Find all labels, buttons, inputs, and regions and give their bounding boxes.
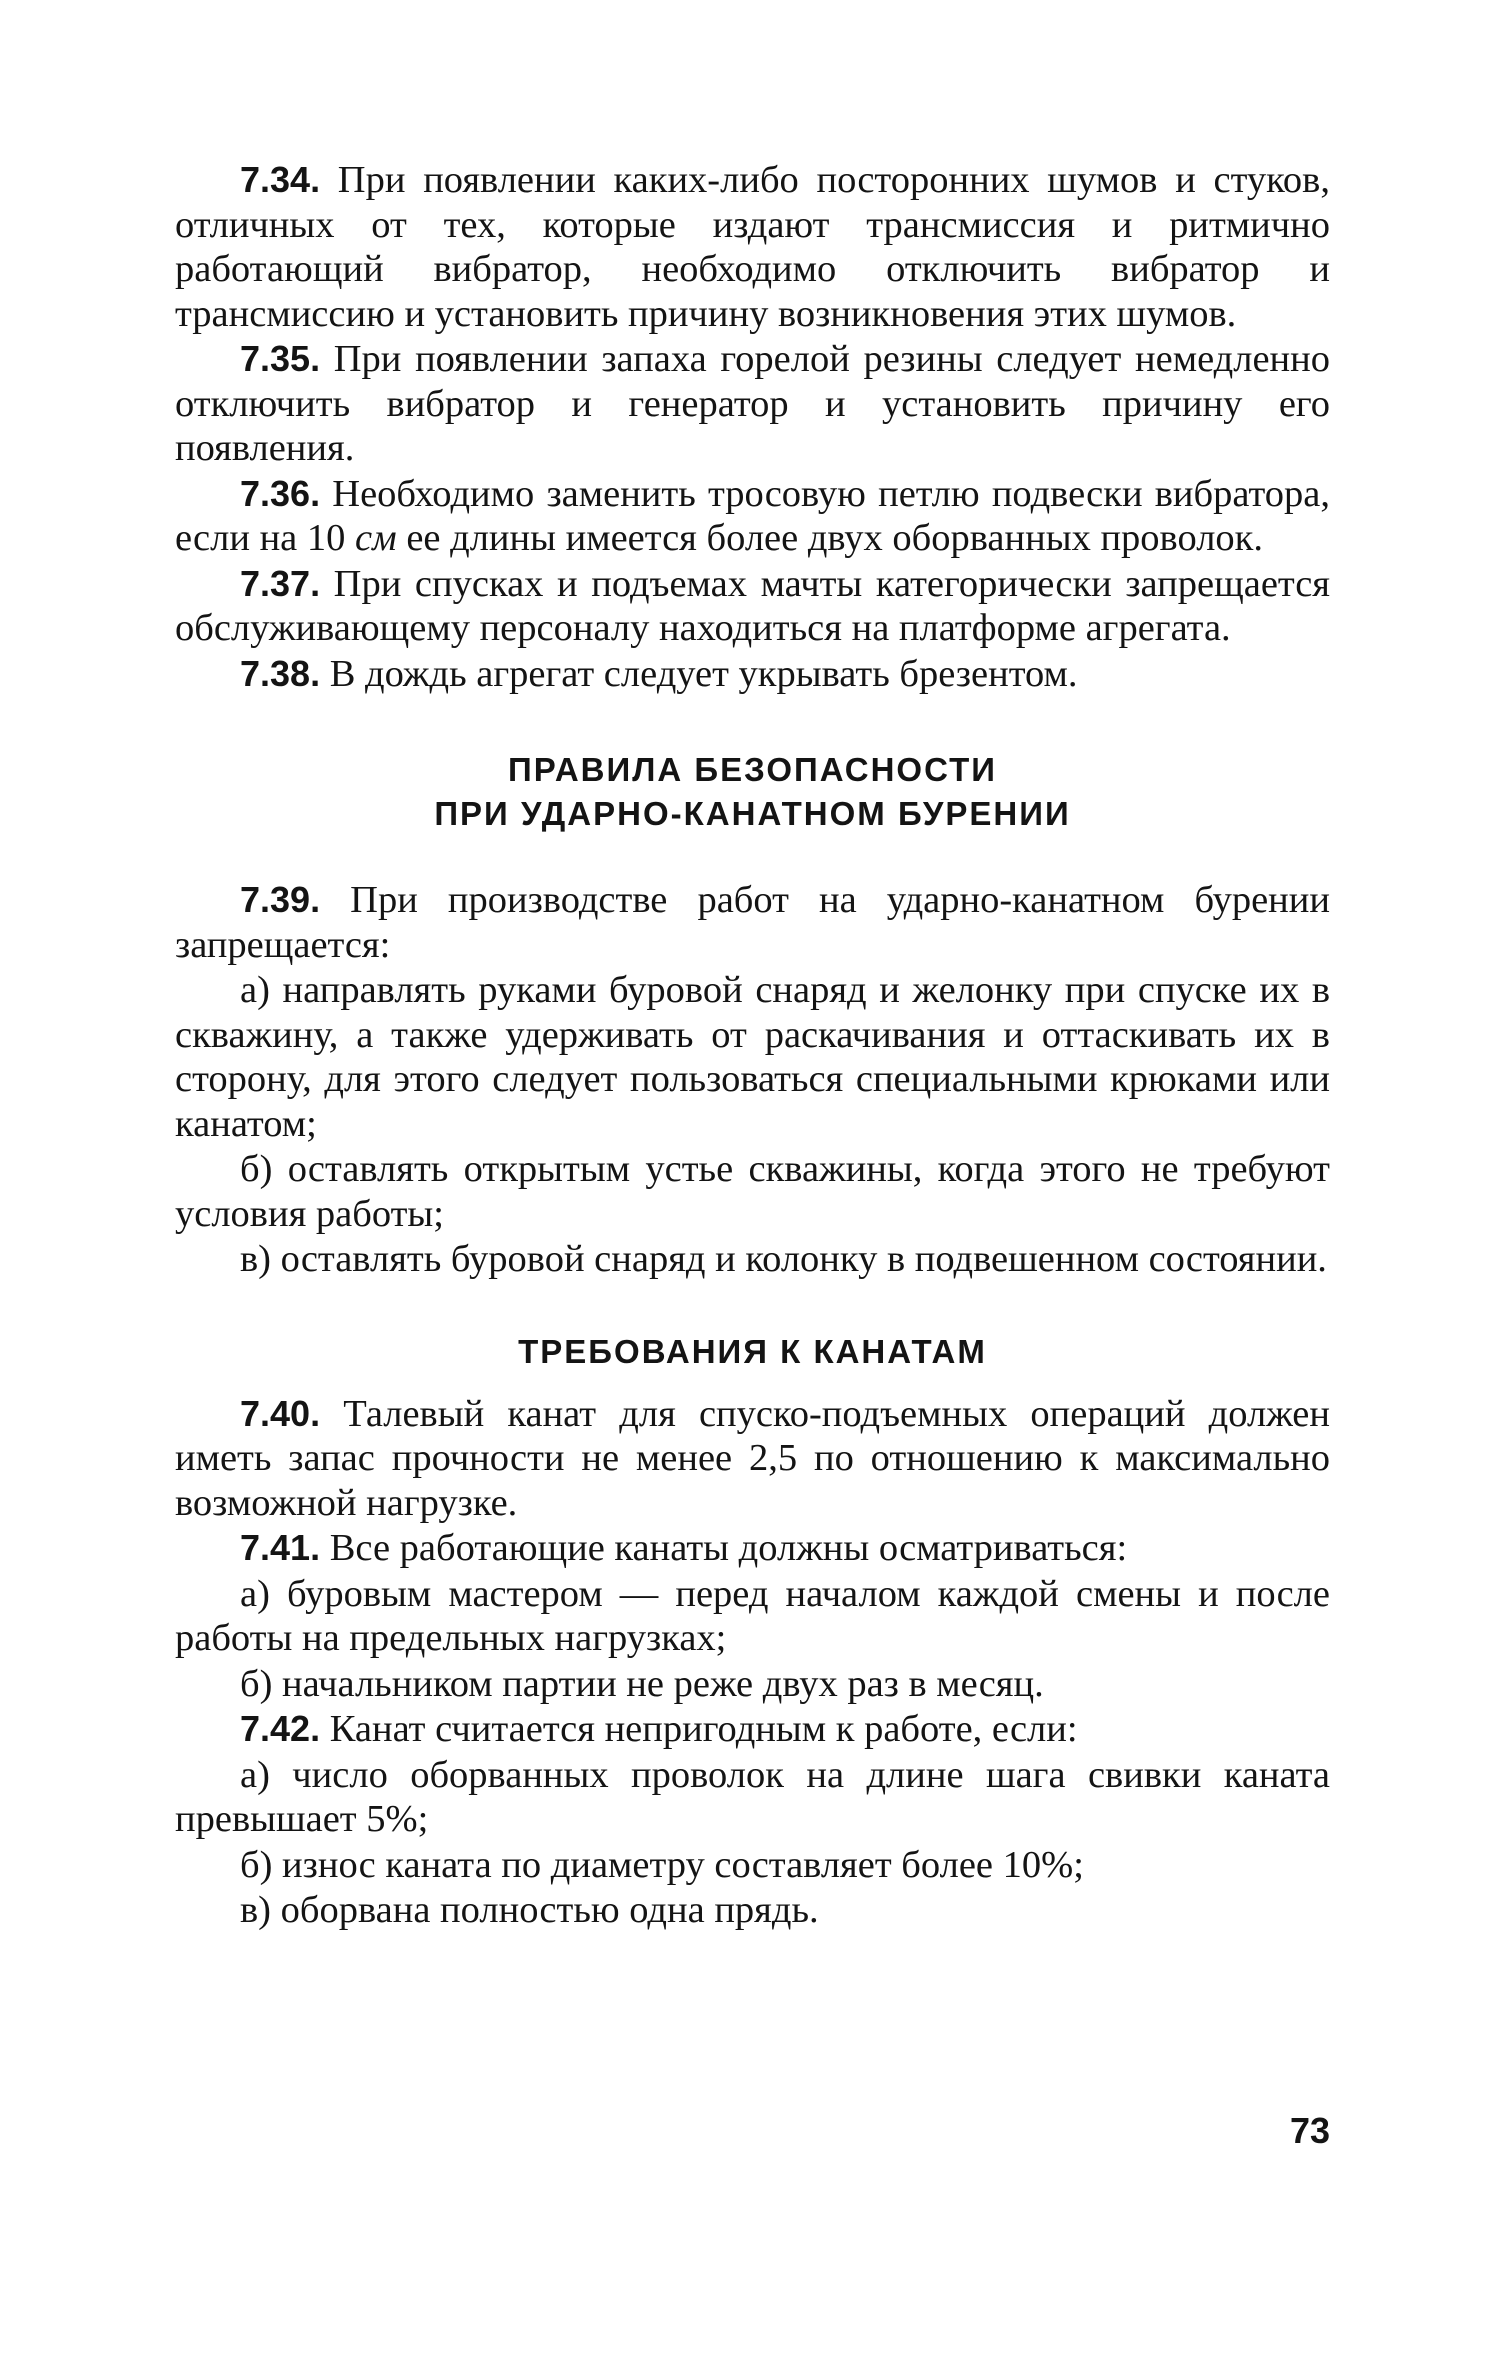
- paragraph-7-38: [175, 652, 1330, 697]
- clause-number: 7.34.: [240, 159, 321, 200]
- paragraph-text: Канат считается непригодным к работе, если:: [320, 1708, 1078, 1750]
- clause-number: 7.39.: [240, 879, 321, 920]
- section-heading-drilling-safety: [175, 748, 1330, 836]
- paragraph-7-35: [175, 337, 1330, 471]
- paragraph-text: б) оставлять открытым устье скважины, когда этого не требуют условия работы;: [175, 1148, 1330, 1235]
- section-heading-ropes: ТРЕБОВАНИЯ К КАНАТАМ: [518, 1332, 987, 1370]
- paragraph-text: При спусках и подъемах мачты категорически запрещается обслуживающему персоналу находиться на платформе агрегата.: [175, 562, 1330, 649]
- heading-line: ПРИ УДАРНО-КАНАТНОМ БУРЕНИИ: [434, 795, 1071, 832]
- paragraph-text: В дождь агрегат следует укрывать брезентом.: [320, 652, 1078, 695]
- paragraph-7-34: [175, 158, 1330, 336]
- page-body: [175, 158, 1330, 1934]
- list-item-a: [175, 1572, 1330, 1661]
- paragraph-text: в) оставлять буровой снаряд и колонку в подвешенном состоянии.: [240, 1238, 1327, 1280]
- paragraph-text: Талевый канат для спуско-подъемных операций должен иметь запас прочности не менее 2,5 по отношению к максимально возможной нагрузке.: [175, 1392, 1330, 1524]
- clause-number: 7.35.: [240, 338, 321, 379]
- paragraph-text: б) начальником партии не реже двух раз в месяц.: [240, 1662, 1044, 1705]
- paragraph-7-41: [175, 1526, 1330, 1571]
- paragraph-7-42: [175, 1707, 1330, 1752]
- paragraph-text: а) направлять руками буровой снаряд и желонку при спуске их в скважину, а также удерживать от раскачивания и оттаскивать их в сторону, для этого следует пользоваться специальными крюками или канатом;: [175, 969, 1330, 1145]
- page-number: 73: [1289, 2110, 1330, 2151]
- paragraph-text: При появлении запаха горелой резины следует немедленно отключить вибратор и генератор и установить причину его появления.: [175, 338, 1330, 469]
- list-item-a: [175, 968, 1330, 1146]
- list-item-c: [175, 1888, 1330, 1933]
- paragraph-text: а) буровым мастером — перед началом каждой смены и после работы на предельных нагрузках;: [175, 1572, 1330, 1659]
- paragraph-text: При производстве работ на ударно-канатном бурении запрещается:: [175, 879, 1330, 966]
- paragraph-text: Необходимо заменить тросовую петлю подвески вибратора, если на 10: [175, 472, 1330, 559]
- paragraph-text: б) износ каната по диаметру составляет более 10%;: [240, 1843, 1084, 1886]
- paragraph-text: а) число оборванных проволок на длине шага свивки каната превышает 5%;: [175, 1753, 1330, 1840]
- list-item-b: [175, 1147, 1330, 1236]
- clause-number: 7.42.: [240, 1708, 321, 1749]
- clause-number: 7.37.: [240, 562, 321, 604]
- list-item-c: [175, 1237, 1330, 1282]
- list-item-b: [175, 1843, 1330, 1888]
- paragraph-text: ее длины имеется более двух оборванных проволок.: [396, 517, 1264, 559]
- clause-number: 7.36.: [240, 472, 321, 514]
- paragraph-7-40: [175, 1392, 1330, 1526]
- paragraph-text: Все работающие канаты должны осматриваться:: [320, 1527, 1128, 1569]
- paragraph-7-36: [175, 472, 1330, 561]
- clause-number: 7.40.: [240, 1392, 321, 1434]
- list-item-a: [175, 1753, 1330, 1842]
- unit-text: см: [355, 517, 397, 559]
- clause-number: 7.38.: [240, 652, 321, 694]
- paragraph-text: в) оборвана полностью одна прядь.: [240, 1889, 819, 1931]
- paragraph-text: При появлении каких-либо посторонних шумов и стуков, отличных от тех, которые издают трансмиссия и ритмично работающий вибратор, необходимо отключить вибратор и трансмиссию и установить причину возникновения этих шумов.: [175, 159, 1330, 335]
- list-item-b: [175, 1662, 1330, 1707]
- paragraph-7-37: [175, 562, 1330, 651]
- clause-number: 7.41.: [240, 1527, 321, 1568]
- heading-line: ПРАВИЛА БЕЗОПАСНОСТИ: [508, 751, 997, 788]
- paragraph-7-39: [175, 878, 1330, 967]
